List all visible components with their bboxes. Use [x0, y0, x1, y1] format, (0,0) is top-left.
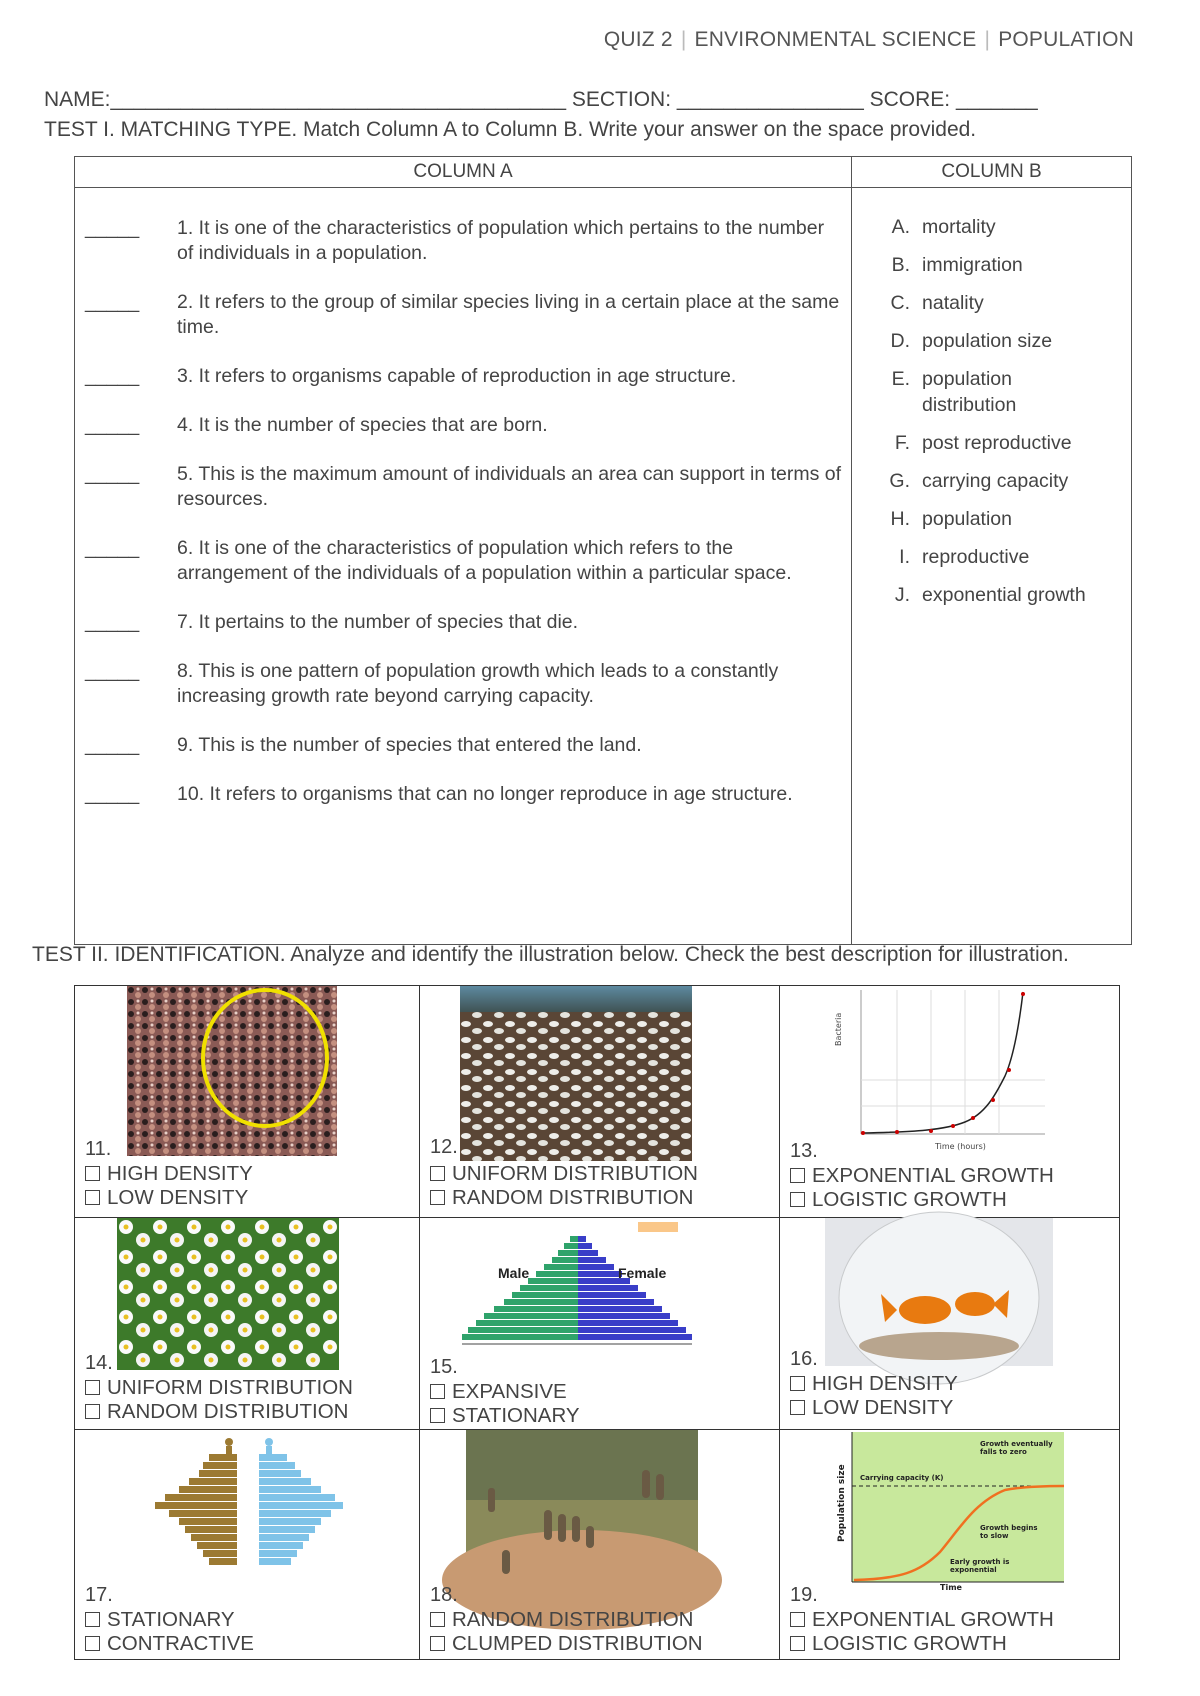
answer-blank[interactable]: _____ [85, 291, 140, 313]
option-text: natality [922, 292, 984, 314]
option-clumped-distribution[interactable]: CLUMPED DISTRIBUTION [430, 1632, 703, 1656]
subject-label: ENVIRONMENTAL SCIENCE [694, 28, 977, 51]
option-logistic-growth[interactable]: LOGISTIC GROWTH [790, 1188, 1007, 1212]
score-label: SCORE: [869, 88, 951, 111]
exponential-graph [835, 986, 1055, 1156]
option-text: population size [922, 330, 1053, 352]
question-text: 4. It is the number of species that are born. [177, 414, 548, 436]
checkbox[interactable] [790, 1376, 805, 1391]
question-text: 8. This is one pattern of population growth which leads to a constantly increasing growth rate beyond carrying capacity. [177, 660, 779, 707]
option-item [852, 214, 1131, 240]
quiz-header [604, 28, 1134, 52]
name-blank[interactable]: _______________________________________ [110, 88, 567, 111]
item-number: 15. [430, 1356, 458, 1378]
test1-instruction: TEST I. MATCHING TYPE. Match Column A to Column B. Write your answer on the space provided. [44, 118, 977, 141]
option-text: population [922, 508, 1012, 530]
question-item [85, 536, 843, 586]
item-17 [75, 1430, 420, 1659]
option-text: mortality [922, 216, 996, 238]
meerkats-image [466, 1430, 698, 1590]
header-separator: | [680, 28, 687, 51]
section-blank[interactable]: ________________ [676, 88, 864, 111]
question-item [85, 610, 843, 635]
option-text: post reproductive [922, 432, 1072, 454]
item-11 [75, 986, 420, 1218]
item-number: 11. [85, 1138, 112, 1160]
option-letter: C. [890, 292, 910, 314]
answer-blank[interactable]: _____ [85, 463, 140, 485]
name-label: NAME: [44, 88, 111, 111]
option-item [852, 430, 1131, 456]
checkbox[interactable] [790, 1636, 805, 1651]
question-text: 1. It is one of the characteristics of population which pertains to the number of individuals in a population. [177, 217, 825, 264]
item-12 [420, 986, 780, 1218]
option-item [852, 468, 1131, 494]
goldfish-bowl-image [825, 1218, 1053, 1366]
option-item [852, 328, 1131, 354]
population-pyramid [119, 1434, 359, 1594]
item-19 [780, 1430, 1119, 1659]
question-text: 2. It refers to the group of similar species living in a certain place at the same time. [177, 291, 840, 338]
option-text: population distribution [922, 368, 1017, 416]
score-blank[interactable]: _______ [955, 88, 1038, 111]
option-high-density[interactable]: HIGH DENSITY [85, 1162, 253, 1186]
checkbox[interactable] [790, 1400, 805, 1415]
item-number: 12. [430, 1136, 458, 1158]
question-text: 5. This is the maximum amount of individuals an area can support in terms of resources. [177, 463, 842, 510]
pyramid15-male-label: Male [498, 1265, 530, 1281]
option-random-distribution[interactable]: RANDOM DISTRIBUTION [430, 1608, 693, 1632]
checkbox[interactable] [85, 1166, 100, 1181]
topic-label: POPULATION [998, 28, 1134, 51]
checkbox[interactable] [790, 1168, 805, 1183]
item-number: 13. [790, 1140, 818, 1162]
option-letter: I. [899, 546, 910, 568]
column-b [852, 188, 1132, 945]
checkbox[interactable] [430, 1166, 445, 1181]
checkbox[interactable] [85, 1612, 100, 1627]
option-uniform-distribution[interactable]: UNIFORM DISTRIBUTION [85, 1376, 353, 1400]
option-low-density[interactable]: LOW DENSITY [85, 1186, 248, 1210]
checkbox[interactable] [790, 1612, 805, 1627]
option-item [852, 506, 1131, 532]
graph13-ylabel: Bacteria [834, 1012, 843, 1046]
option-letter: B. [891, 254, 910, 276]
question-item [85, 782, 843, 807]
graph19-note1: Growth eventually falls to zero [980, 1440, 1053, 1456]
checkbox[interactable] [85, 1636, 100, 1651]
option-letter: D. [890, 330, 910, 352]
option-item [852, 544, 1131, 570]
item-number: 16. [790, 1348, 818, 1370]
graph19-note3: Early growth is exponential [950, 1558, 1010, 1574]
answer-blank[interactable]: _____ [85, 660, 140, 682]
question-item [85, 413, 843, 438]
crowd-image [127, 986, 337, 1156]
checkbox[interactable] [85, 1190, 100, 1205]
graph19-note2: Growth begins to slow [980, 1524, 1038, 1540]
item-13 [780, 986, 1119, 1218]
student-info-line [44, 88, 1038, 112]
item-14 [75, 1218, 420, 1430]
option-stationary[interactable]: STATIONARY [85, 1608, 235, 1632]
pyramid15-female-label: Female [618, 1265, 667, 1281]
checkbox[interactable] [85, 1380, 100, 1395]
option-uniform-distribution[interactable]: UNIFORM DISTRIBUTION [430, 1162, 698, 1186]
answer-blank[interactable]: _____ [85, 611, 140, 633]
graph13-xlabel: Time (hours) [935, 1142, 986, 1151]
option-expansive[interactable]: EXPANSIVE [430, 1380, 567, 1404]
option-contractive[interactable]: CONTRACTIVE [85, 1632, 254, 1656]
logistic-graph [830, 1432, 1070, 1590]
graph19-carrying-label: Carrying capacity (K) [860, 1474, 944, 1482]
item-number: 19. [790, 1584, 818, 1606]
checkbox[interactable] [430, 1384, 445, 1399]
question-item [85, 364, 843, 389]
option-text: carrying capacity [922, 470, 1069, 492]
question-text: 9. This is the number of species that entered the land. [177, 734, 642, 756]
question-text: 3. It refers to organisms capable of reproduction in age structure. [177, 365, 737, 387]
column-a [75, 188, 852, 945]
option-low-density[interactable]: LOW DENSITY [790, 1396, 953, 1420]
option-text: exponential growth [922, 584, 1086, 606]
option-item [852, 366, 1131, 418]
option-letter: H. [890, 508, 910, 530]
option-item [852, 582, 1131, 608]
test2-instruction: TEST II. IDENTIFICATION. Analyze and identify the illustration below. Check the best description for illustration. [32, 943, 1069, 966]
question-item [85, 659, 843, 709]
checkbox[interactable] [85, 1404, 100, 1419]
answer-blank[interactable]: _____ [85, 734, 140, 756]
question-text: 10. It refers to organisms that can no longer reproduce in age structure. [177, 783, 793, 805]
question-text: 6. It is one of the characteristics of population which refers to the arrangement of the individuals of a population within a particular space. [177, 537, 792, 584]
question-item [85, 462, 843, 512]
option-text: immigration [922, 254, 1023, 276]
checkbox[interactable] [430, 1612, 445, 1627]
checkbox[interactable] [790, 1192, 805, 1207]
option-item [852, 290, 1131, 316]
question-text: 7. It pertains to the number of species that die. [177, 611, 579, 633]
matching-table [74, 156, 1132, 945]
option-random-distribution[interactable]: RANDOM DISTRIBUTION [430, 1186, 693, 1210]
answer-blank[interactable]: _____ [85, 217, 140, 239]
option-exponential-growth[interactable]: EXPONENTIAL GROWTH [790, 1164, 1054, 1188]
option-item [852, 252, 1131, 278]
option-letter: F. [894, 432, 910, 454]
option-text: reproductive [922, 546, 1030, 568]
graph19-ylabel: Population size [837, 1464, 847, 1542]
item-15 [420, 1218, 780, 1430]
logo-mark [638, 1222, 678, 1232]
answer-blank[interactable]: _____ [85, 365, 140, 387]
answer-blank[interactable]: _____ [85, 414, 140, 436]
option-stationary[interactable]: STATIONARY [430, 1404, 580, 1428]
daisies-image [117, 1218, 339, 1370]
birds-image [460, 986, 692, 1161]
question-item [85, 216, 843, 266]
option-high-density[interactable]: HIGH DENSITY [790, 1372, 958, 1396]
option-letter: A. [891, 216, 910, 238]
checkbox[interactable] [430, 1190, 445, 1205]
option-exponential-growth[interactable]: EXPONENTIAL GROWTH [790, 1608, 1054, 1632]
item-16 [780, 1218, 1119, 1430]
answer-blank[interactable]: _____ [85, 537, 140, 559]
question-item [85, 733, 843, 758]
item-number: 18. [430, 1584, 458, 1606]
quiz-label: QUIZ 2 [603, 28, 673, 51]
checkbox[interactable] [430, 1636, 445, 1651]
item-number: 17. [85, 1584, 113, 1606]
checkbox[interactable] [430, 1408, 445, 1423]
item-18 [420, 1430, 780, 1659]
graph19-xlabel: Time [940, 1583, 962, 1592]
item-number: 14. [85, 1352, 113, 1374]
identification-grid [74, 985, 1120, 1660]
option-logistic-growth[interactable]: LOGISTIC GROWTH [790, 1632, 1007, 1656]
column-a-header: COLUMN A [75, 157, 852, 188]
option-letter: G. [889, 470, 910, 492]
option-random-distribution[interactable]: RANDOM DISTRIBUTION [85, 1400, 348, 1424]
answer-blank[interactable]: _____ [85, 783, 140, 805]
header-separator: | [984, 28, 991, 51]
expansive-pyramid [458, 1222, 698, 1362]
option-letter: J. [894, 584, 910, 606]
question-item [85, 290, 843, 340]
option-letter: E. [891, 368, 910, 390]
section-label: SECTION: [571, 88, 672, 111]
column-b-header: COLUMN B [852, 157, 1132, 188]
